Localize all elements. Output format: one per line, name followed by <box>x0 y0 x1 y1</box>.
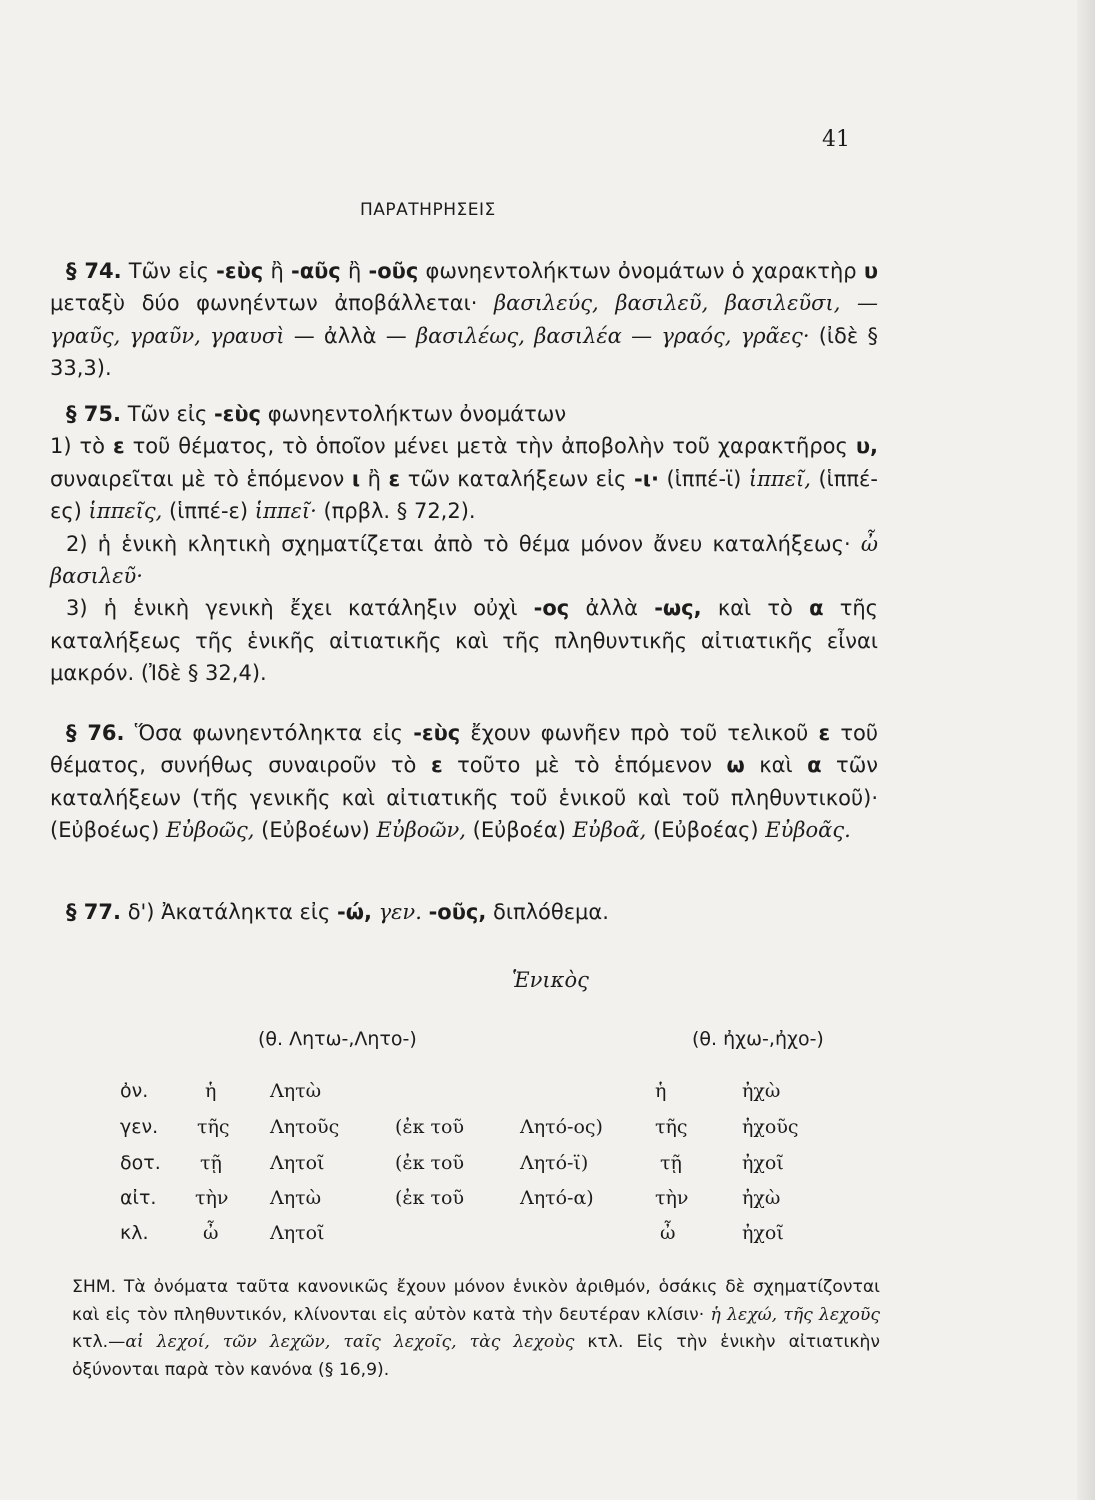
text-run: (ἱππέ-ε) <box>162 499 255 524</box>
section-number: § 77. <box>66 900 122 924</box>
origin-form: Λητό-ος) <box>520 1116 603 1138</box>
text-run: τοῦτο μὲ τὸ ἑπόμενον <box>442 753 727 778</box>
case-label: κλ. <box>120 1222 149 1244</box>
article: τῆς <box>197 1116 230 1138</box>
text-run: Τῶν εἰς <box>121 402 214 426</box>
article: τὴν <box>655 1187 689 1209</box>
italic-abbrev: γεν. <box>371 900 429 924</box>
case-label: γεν. <box>120 1116 159 1138</box>
letter: ε <box>430 753 443 778</box>
section-number: § 74. <box>66 259 122 283</box>
text-run: τῶν καταλήξεων (τῆς γενικῆς καὶ αἰτιατικῆς τοῦ ἑνικοῦ καὶ τοῦ πληθυντικοῦ)· (Εὐβοέως) <box>50 753 879 843</box>
origin-form: Λητό-ϊ) <box>520 1152 589 1174</box>
article: ἡ <box>205 1080 217 1102</box>
section-74 <box>50 255 878 385</box>
paragraph-75-intro <box>50 398 878 430</box>
paragraph-77 <box>50 896 878 928</box>
origin-prefix: (ἐκ τοῦ <box>395 1116 465 1138</box>
section-heading: ΠΑΡΑΤΗΡΗΣΕΙΣ <box>360 200 496 220</box>
paragraph-75-point-3 <box>50 592 878 689</box>
text-run: 1) τὸ <box>50 434 113 459</box>
ending: -εὺς <box>413 721 461 745</box>
page-edge-shadow <box>1077 0 1095 1500</box>
italic-example: Εὐβοᾶς. <box>765 818 851 843</box>
text-run: — ἀλλὰ — <box>284 323 416 348</box>
text-run: καὶ <box>744 753 808 778</box>
text-run: (Εὐβοέων) <box>254 818 377 843</box>
text-run: τοῦ θέματος, συνήθως συναιροῦν τὸ <box>50 721 878 778</box>
table-head-right: (θ. ἠχω-,ἠχο-) <box>692 1028 824 1050</box>
section-77 <box>50 896 878 928</box>
text-run: ἔχουν φωνῆεν πρὸ τοῦ τελικοῦ <box>460 721 819 745</box>
paragraph-75-point-1 <box>50 430 878 527</box>
text-run: διπλόθεμα. <box>486 900 609 924</box>
text-run: καὶ τὸ <box>701 596 810 621</box>
table-title: Ἑνικὸς <box>512 968 589 992</box>
italic-example: ἱππεῖ, <box>748 466 811 491</box>
ending: -οῦς, <box>428 900 487 924</box>
article: ἡ <box>655 1080 667 1102</box>
text-run: Τῶν εἰς <box>121 259 217 283</box>
text-run: φωνηεντολήκτων ὀνομάτων ὁ χαρακτὴρ <box>418 259 864 283</box>
text-run: ἢ <box>263 259 291 283</box>
text-run: 2) ἡ ἑνικὴ κλητικὴ σχηματίζεται ἀπὸ τὸ θέμα μόνον ἄνευ καταλήξεως· <box>66 531 861 556</box>
text-run: συναιρεῖται μὲ τὸ ἑπόμενον <box>50 466 352 491</box>
footnote-paragraph <box>72 1274 880 1384</box>
form-leto: Λητοῦς <box>270 1116 340 1138</box>
ending: -ος <box>533 596 570 621</box>
paragraph-75-point-2 <box>50 528 878 593</box>
letter: ε <box>818 721 831 745</box>
section-76 <box>50 717 878 847</box>
paragraph-74 <box>50 255 878 385</box>
italic-example: αἱ λεχοί, τῶν λεχῶν, ταῖς λεχοῖς, τὰς λεχοὺς <box>125 1332 575 1352</box>
text-run: τῶν καταλήξεων εἰς <box>400 466 635 491</box>
letter: υ, <box>855 434 878 459</box>
form-echo: ἠχὼ <box>742 1187 781 1209</box>
page-number: 41 <box>822 127 850 152</box>
article: τῇ <box>660 1152 682 1174</box>
text-run: (Εὐβοέας) <box>646 818 766 843</box>
letter: ι <box>351 466 361 491</box>
form-leto: Λητὼ <box>270 1080 322 1102</box>
article: ὦ <box>203 1222 219 1244</box>
text-run: (Εὐβοέα) <box>465 818 573 843</box>
form-echo: ἠχὼ <box>742 1080 781 1102</box>
case-label: δοτ. <box>120 1152 161 1174</box>
section-number: § 76. <box>66 721 125 745</box>
text-run: φωνηεντολήκτων ὀνομάτων <box>261 402 567 426</box>
table-head-left: (θ. Λητω-,Λητο-) <box>258 1028 417 1050</box>
form-leto: Λητοῖ <box>270 1222 325 1244</box>
italic-example: ἱππεῖ· <box>254 499 317 524</box>
case-label: ὀν. <box>120 1080 149 1102</box>
text-run: δ') Ἀκατάληκτα εἰς <box>121 900 337 924</box>
letter: α <box>807 753 822 778</box>
ending: -εὺς <box>213 402 262 426</box>
text-run: (πρβλ. § 72,2). <box>316 499 476 524</box>
form-leto: Λητὼ <box>270 1187 322 1209</box>
text-run: 3) ἡ ἑνικὴ γενικὴ ἔχει κατάληξιν οὐχὶ <box>66 596 534 621</box>
case-label: αἰτ. <box>120 1187 157 1209</box>
text-run: τῆς καταλήξεως τῆς ἑνικῆς αἰτιατικῆς καὶ τῆς πληθυντικῆς αἰτιατικῆς εἶναι μακρόν. (Ἰδὲ § 32,4). <box>50 596 879 686</box>
text-run: μεταξὺ δύο φωνηέντων ἀποβάλλεται· <box>50 291 495 316</box>
ending: -ι· <box>634 466 659 491</box>
letter: ω <box>726 753 745 778</box>
text-run: (ἱππέ-ϊ) <box>658 466 749 491</box>
italic-example: ἡ λεχώ, τῆς λεχοῦς <box>710 1304 880 1325</box>
italic-example: βασιλέως, βασιλέα — γραός, γρᾶες· <box>415 323 810 348</box>
origin-form: Λητό-α) <box>520 1187 594 1209</box>
ending: -ώ, <box>336 900 372 924</box>
letter: υ <box>863 259 878 283</box>
letter: α <box>809 596 824 621</box>
origin-prefix: (ἐκ τοῦ <box>395 1187 465 1209</box>
article: ὦ <box>660 1222 676 1244</box>
text-run: (ἰδὲ § 33,3). <box>50 323 878 381</box>
section-75 <box>50 398 878 690</box>
text-run: κτλ.— <box>72 1332 126 1352</box>
italic-example: ὦ βασιλεῦ· <box>50 531 878 589</box>
ending: -ως, <box>654 596 702 621</box>
footnote <box>72 1274 880 1384</box>
article: τῇ <box>200 1152 222 1174</box>
italic-example: Εὐβοῶς, <box>166 818 255 843</box>
form-echo: ἠχοῖ <box>742 1222 784 1244</box>
section-number: § 75. <box>66 402 122 426</box>
letter: ε <box>112 434 125 459</box>
italic-example: Εὐβοᾶ, <box>572 818 647 843</box>
text-run: κτλ. Εἰς τὴν ἑνικὴν αἰτιατικὴν ὀξύνονται παρὰ τὸν κανόνα (§ 16,9). <box>72 1332 880 1380</box>
ending: -οῦς <box>368 259 419 283</box>
italic-example: ἱππεῖς, <box>88 499 163 524</box>
origin-prefix: (ἐκ τοῦ <box>395 1152 465 1174</box>
text-run: τοῦ θέματος, τὸ ὁποῖον μένει μετὰ τὴν ἀποβολὴν τοῦ χαρακτῆρος <box>124 434 856 459</box>
form-echo: ἠχοῖ <box>742 1152 784 1174</box>
article: τὴν <box>195 1187 229 1209</box>
letter: ε <box>388 466 401 491</box>
italic-example: Εὐβοῶν, <box>376 818 466 843</box>
text-run: ἢ <box>360 466 389 491</box>
italic-example: βασιλεύς, βασιλεῦ, βασιλεῦσι, — γραῦς, γραῦν, γραυσὶ <box>50 291 878 348</box>
paragraph-76 <box>50 717 878 847</box>
form-echo: ἠχοῦς <box>742 1116 799 1138</box>
text-run: ΣΗΜ. Τὰ ὀνόματα ταῦτα κανονικῶς ἔχουν μόνον ἑνικὸν ἀριθμόν, ὁσάκις δὲ σχηματίζονται καὶ εἰς τὸν πληθυντικόν, κλίνονται εἰς αὐτὸν κατὰ τὴν δευτέραν κλίσιν· <box>72 1277 880 1325</box>
text-run: (ἱππέ-ες) <box>50 466 878 524</box>
form-leto: Λητοῖ <box>270 1152 325 1174</box>
text-run: Ὅσα φωνηεντόληκτα εἰς <box>124 721 414 745</box>
text-run: ἢ <box>340 259 369 283</box>
ending: -αῦς <box>290 259 341 283</box>
text-run: ἀλλὰ <box>569 596 655 621</box>
article: τῆς <box>655 1116 688 1138</box>
ending: -εὺς <box>216 259 264 283</box>
